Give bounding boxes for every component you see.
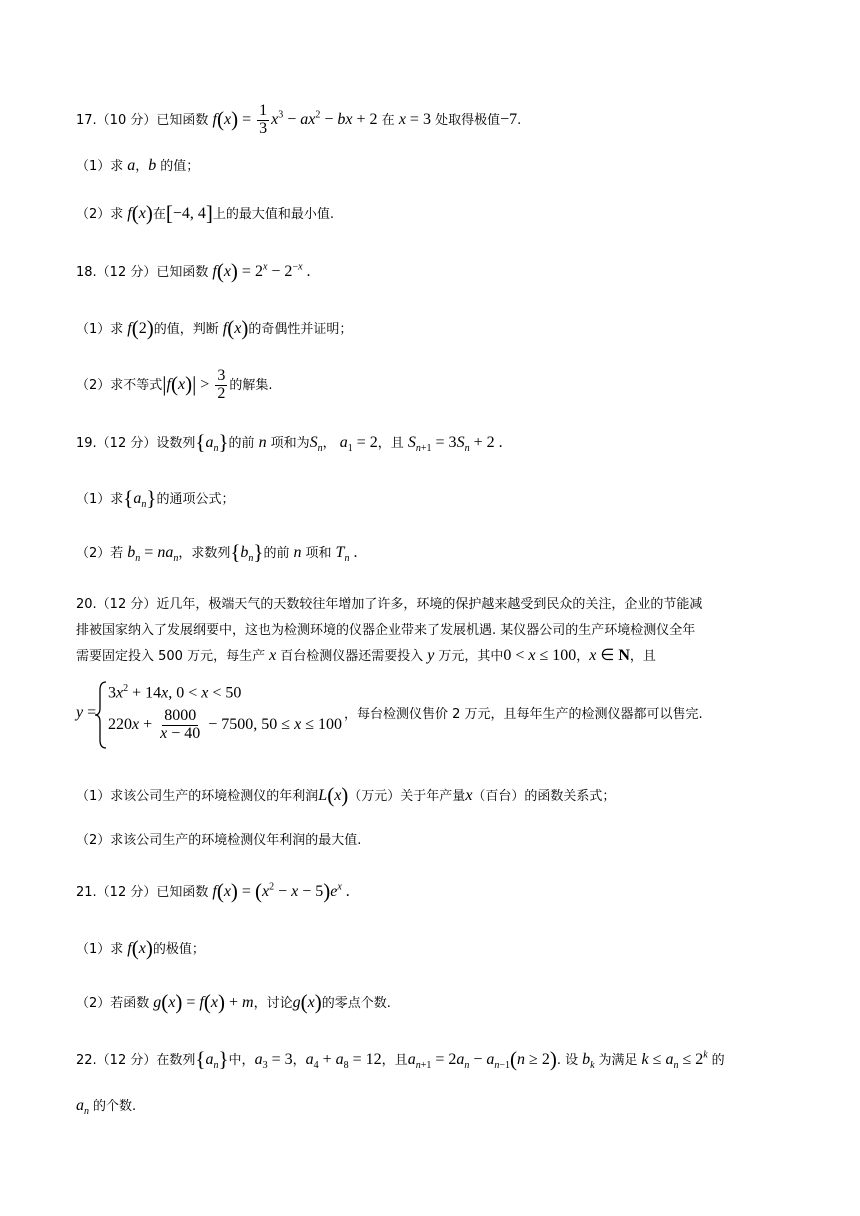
- q17-stem: 17.（10 分）已知函数 f(x) = $\frac{1}{3}$ $x^3 - ax^2$ − bx + 2 在 x = 3 处取得极值−7.: [76, 102, 522, 137]
- q18-stem: 18.（12 分）已知函数 $f(x) = 2^x - 2^{-x}$ .: [76, 259, 311, 283]
- q20-line2: 排被国家纳入了发展纲要中，这也为检测环境的仪器企业带来了发展机遇. 某仪器公司的生产环境检测仪全年: [76, 623, 696, 638]
- q17-part2: （2）求 f(x)在[−4, 4]上的最大值和最小值.: [76, 201, 335, 225]
- math: f(x) =: [212, 106, 256, 131]
- case-2: 220x + $\frac{8000}{x - 40}$ − 7500, 50 ≤ x ≤ 100: [108, 707, 342, 742]
- q20-part1: （1）求该公司生产的环境检测仪的年利润L(x)（万元）关于年产量x（百台）的函数关系式；: [76, 783, 616, 807]
- brace-icon: [94, 680, 108, 750]
- q20-line3: 需要固定投入 500 万元，每生产 x 百台检测仪器还需要投入 y 万元，其中0 < x ≤ 100，x ∈ N，且: [76, 647, 656, 664]
- case-1: $3x^2 + 14x$, 0 < x < 50: [108, 683, 242, 702]
- q17-part1: （1）求 a，b 的值；: [76, 157, 200, 174]
- q20-line1: 20.（12 分）近几年，极端天气的天数较往年增加了许多，环境的保护越来越受到民众的关注，企业的节能减: [76, 597, 703, 612]
- fraction: $\frac{3}{2}$: [217, 367, 226, 402]
- q22-line2: $a_n$ 的个数.: [76, 1097, 137, 1118]
- q19-part1: （1）求$\{a_n\}$的通项公式；: [76, 486, 235, 511]
- q22-stem: 22.（12 分）在数列$\{a_n\}$中，$a_3 = 3$，$a_4 + a_8 = 12$，且$a_{n+1} = 2a_n - a_{n-1}(n \ge 2)$. 设 $b_k$ 为满足 $k \le a_n \le 2^k$ 的: [76, 1047, 725, 1072]
- piecewise-y: y =: [76, 704, 97, 721]
- q21-stem: 21.（12 分）已知函数 $f(x) = (x^2 - x - 5)e^x$ .: [76, 879, 350, 903]
- math: $x^3 - ax^2$ − bx + 2: [271, 109, 378, 128]
- q19-stem: 19.（12 分）设数列$\{a_n\}$的前 n 项和为$S_n$， $a_1 = 2$，且 $S_{n+1} = 3S_n + 2$ .: [76, 430, 503, 455]
- q19-part2: （2）若 $b_n = na_n$，求数列$\{b_n\}$的前 n 项和 $T_n$ .: [76, 540, 358, 565]
- q20-part2: （2）求该公司生产的环境检测仪年利润的最大值.: [76, 833, 362, 848]
- q21-part1: （1）求 f(x)的极值；: [76, 936, 205, 960]
- fraction: $\frac{1}{3}$: [259, 102, 268, 137]
- q21-part2: （2）若函数 g(x) = f(x) + m，讨论g(x)的零点个数.: [76, 990, 391, 1014]
- q20-after-cases: ，每台检测仪售价 2 万元，且每年生产的检测仪器都可以售完.: [344, 707, 703, 722]
- q18-part2: （2）求不等式|f(x)| > $\frac{3}{2}$ 的解集.: [76, 367, 273, 402]
- q18-part1: （1）求 f(2)的值，判断 f(x)的奇偶性并证明；: [76, 316, 353, 340]
